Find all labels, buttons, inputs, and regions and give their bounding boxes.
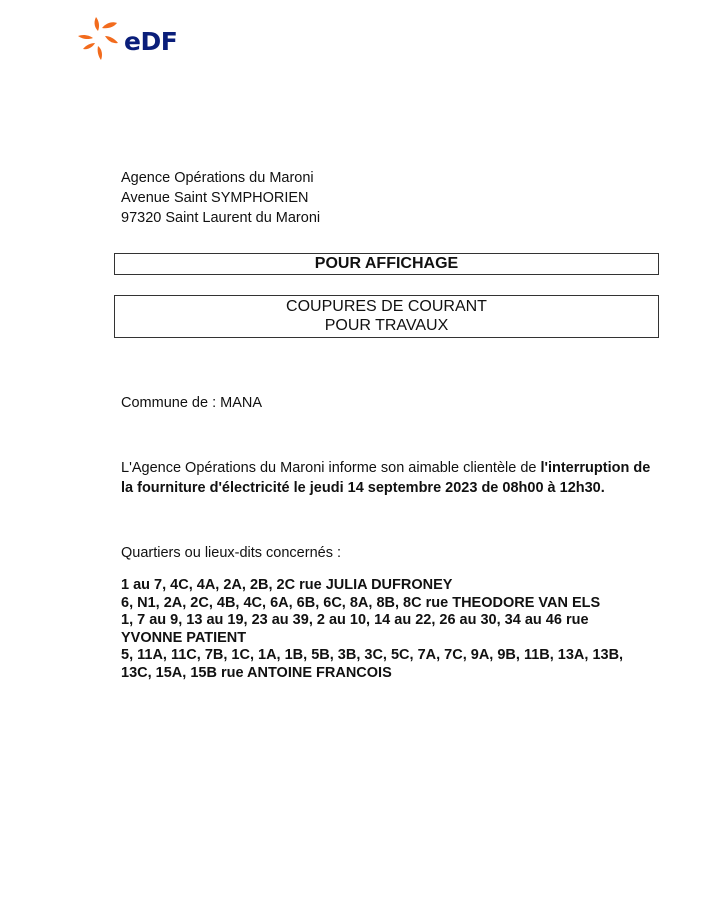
address-line-1: Agence Opérations du Maroni xyxy=(121,170,314,186)
quartiers-label: Quartiers ou lieux-dits concernés : xyxy=(121,545,342,561)
coupures-subtitle: POUR TRAVAUX xyxy=(324,317,449,334)
interruption-notice xyxy=(121,458,661,498)
agency-address xyxy=(121,168,320,228)
notice-highlight-2: la fourniture d'électricité le jeudi 14 septembre 2023 de 08h00 à 12h30. xyxy=(121,480,605,496)
street-line: 5, 11A, 11C, 7B, 1C, 1A, 1B, 5B, 3B, 3C, 5C, 7A, 7C, 9A, 9B, 11B, 13A, 13B, xyxy=(121,647,624,663)
notice-highlight-1: l'interruption de xyxy=(540,460,651,476)
edf-logo-text: eDF xyxy=(124,27,178,56)
pour-affichage-box xyxy=(114,253,659,275)
pour-affichage-title: POUR AFFICHAGE xyxy=(314,255,459,272)
streets-list xyxy=(121,577,623,682)
coupures-box xyxy=(114,295,659,338)
street-line: 13C, 15A, 15B rue ANTOINE FRANCOIS xyxy=(121,664,392,681)
edf-flower-icon xyxy=(74,14,130,64)
notice-intro: L'Agence Opérations du Maroni informe son aimable clientèle de xyxy=(121,460,541,476)
street-line: 1 au 7, 4C, 4A, 2A, 2B, 2C rue JULIA DUFRONEY xyxy=(121,577,453,593)
address-line-3: 97320 Saint Laurent du Maroni xyxy=(121,210,321,226)
street-line: 6, N1, 2A, 2C, 4B, 4C, 6A, 6B, 6C, 8A, 8B, 8C rue THEODORE VAN ELS xyxy=(121,594,601,611)
coupures-title: COUPURES DE COURANT xyxy=(286,298,487,315)
commune-label: Commune de : MANA xyxy=(121,395,263,411)
street-line: 1, 7 au 9, 13 au 19, 23 au 39, 2 au 10, 14 au 22, 26 au 30, 34 au 46 rue xyxy=(121,612,589,628)
street-line: YVONNE PATIENT xyxy=(121,629,247,646)
address-line-2: Avenue Saint SYMPHORIEN xyxy=(121,190,309,206)
